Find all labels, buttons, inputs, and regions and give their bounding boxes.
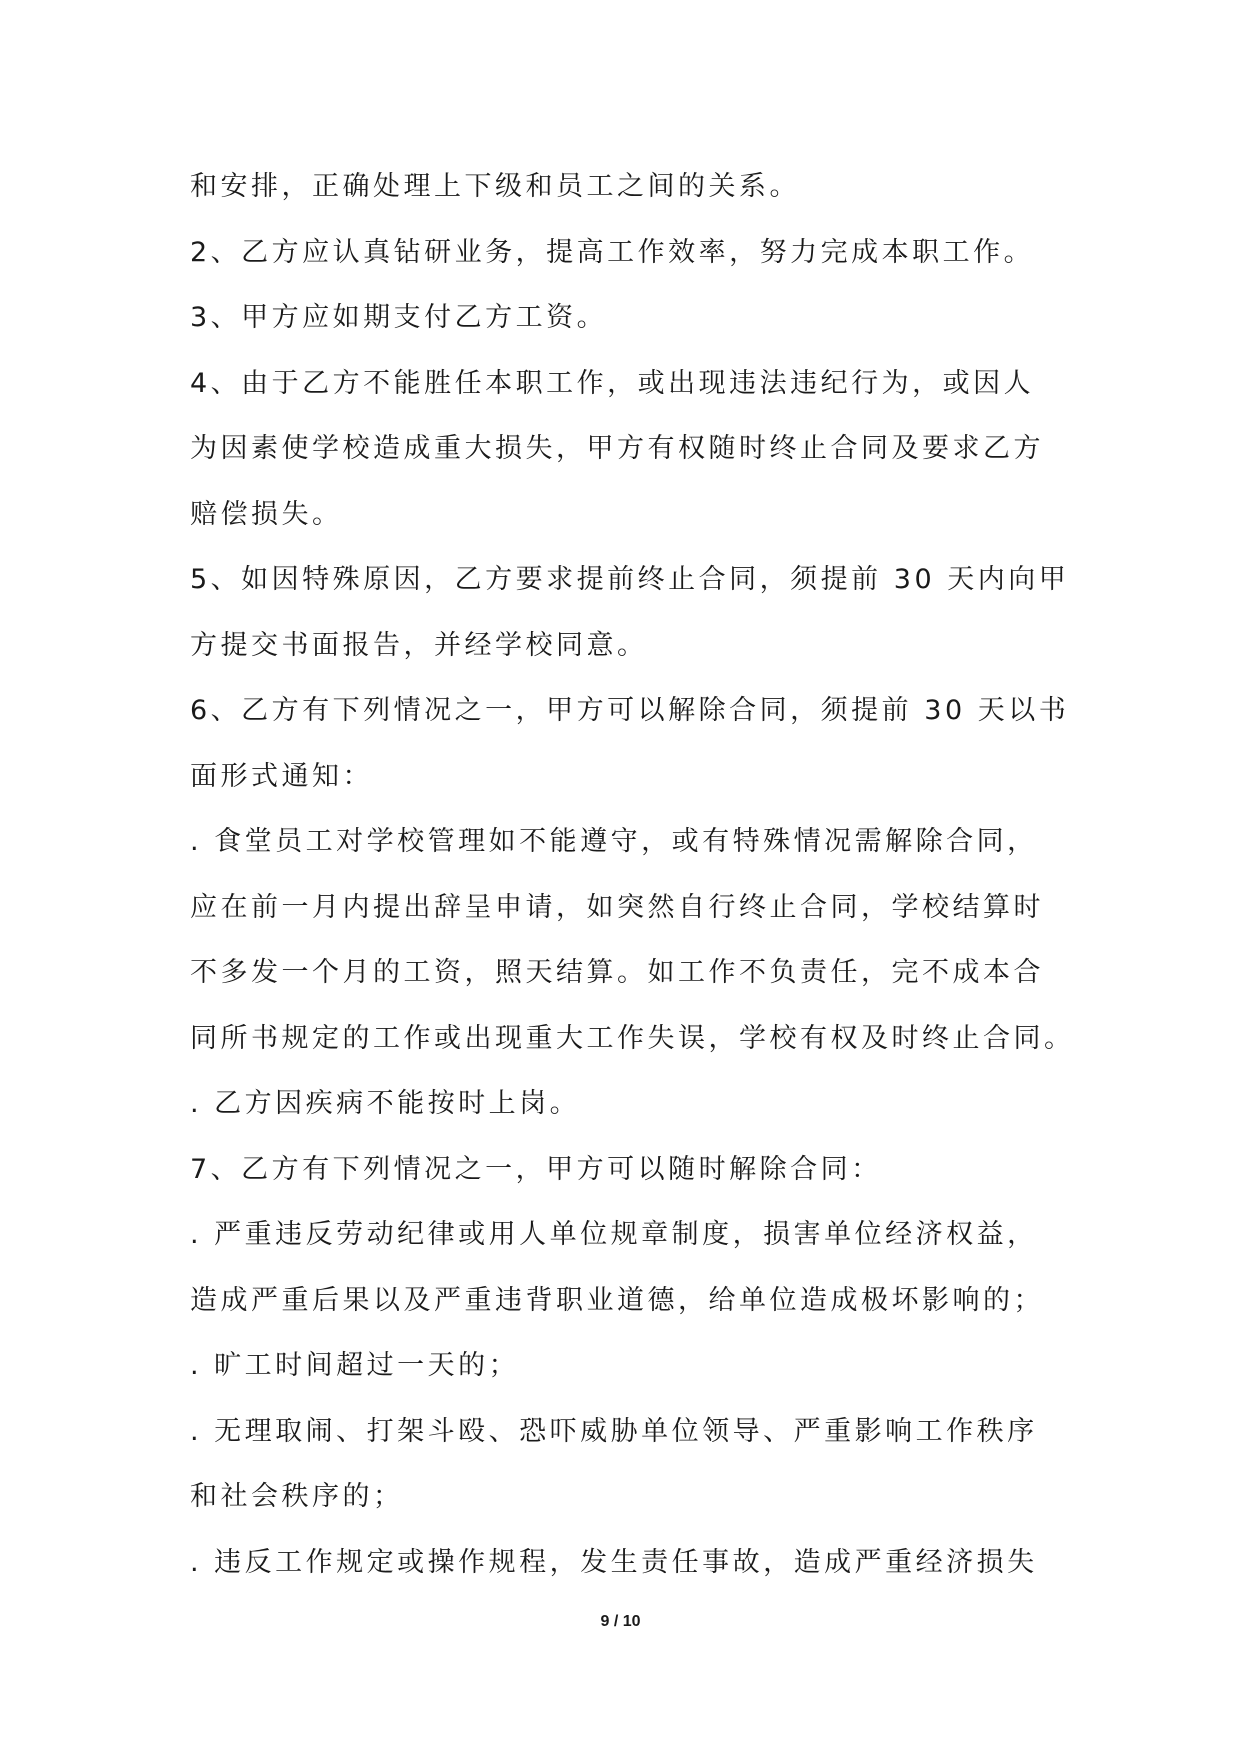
text-line: . 违反工作规定或操作规程，发生责任事故，造成严重经济损失 (190, 1546, 1038, 1578)
text-line: 赔偿损失。 (190, 498, 343, 530)
text-line: 2、乙方应认真钻研业务，提高工作效率，努力完成本职工作。 (190, 236, 1035, 268)
text-line: . 食堂员工对学校管理如不能遵守，或有特殊情况需解除合同， (190, 826, 1038, 857)
text-line: 同所书规定的工作或出现重大工作失误，学校有权及时终止合同。 (190, 1022, 1075, 1054)
body-text (190, 154, 1075, 1595)
text-line: . 旷工时间超过一天的； (190, 1350, 520, 1381)
text-line: 7、乙方有下列情况之一，甲方可以随时解除合同： (190, 1153, 882, 1185)
text-line: 3、甲方应如期支付乙方工资。 (190, 302, 608, 333)
text-line: 4、由于乙方不能胜任本职工作，或出现违法违纪行为，或因人 (190, 367, 1035, 399)
text-line: 和安排，正确处理上下级和员工之间的关系。 (190, 171, 800, 202)
text-line: 应在前一月内提出辞呈申请，如突然自行终止合同，学校结算时 (190, 891, 1044, 923)
text-line: 为因素使学校造成重大损失，甲方有权随时终止合同及要求乙方 (190, 433, 1044, 464)
text-line: 方提交书面报告，并经学校同意。 (190, 629, 648, 661)
text-line: 面形式通知： (190, 760, 373, 792)
page-number: 9 / 10 (600, 1613, 641, 1630)
text-line: . 无理取闹、打架斗殴、恐吓威胁单位领导、严重影响工作秩序 (190, 1415, 1038, 1447)
text-line: 造成严重后果以及严重违背职业道德，给单位造成极坏影响的； (190, 1284, 1044, 1316)
text-line: . 乙方因疾病不能按时上岗。 (190, 1088, 581, 1119)
text-line: 5、如因特殊原因，乙方要求提前终止合同，须提前 30 天内向甲 (190, 564, 1070, 595)
text-line: 和社会秩序的； (190, 1481, 404, 1512)
text-line: 不多发一个月的工资，照天结算。如工作不负责任，完不成本合 (190, 957, 1044, 988)
text-line: 6、乙方有下列情况之一，甲方可以解除合同，须提前 30 天以书 (190, 695, 1070, 726)
text-line: . 严重违反劳动纪律或用人单位规章制度，损害单位经济权益， (190, 1219, 1038, 1250)
